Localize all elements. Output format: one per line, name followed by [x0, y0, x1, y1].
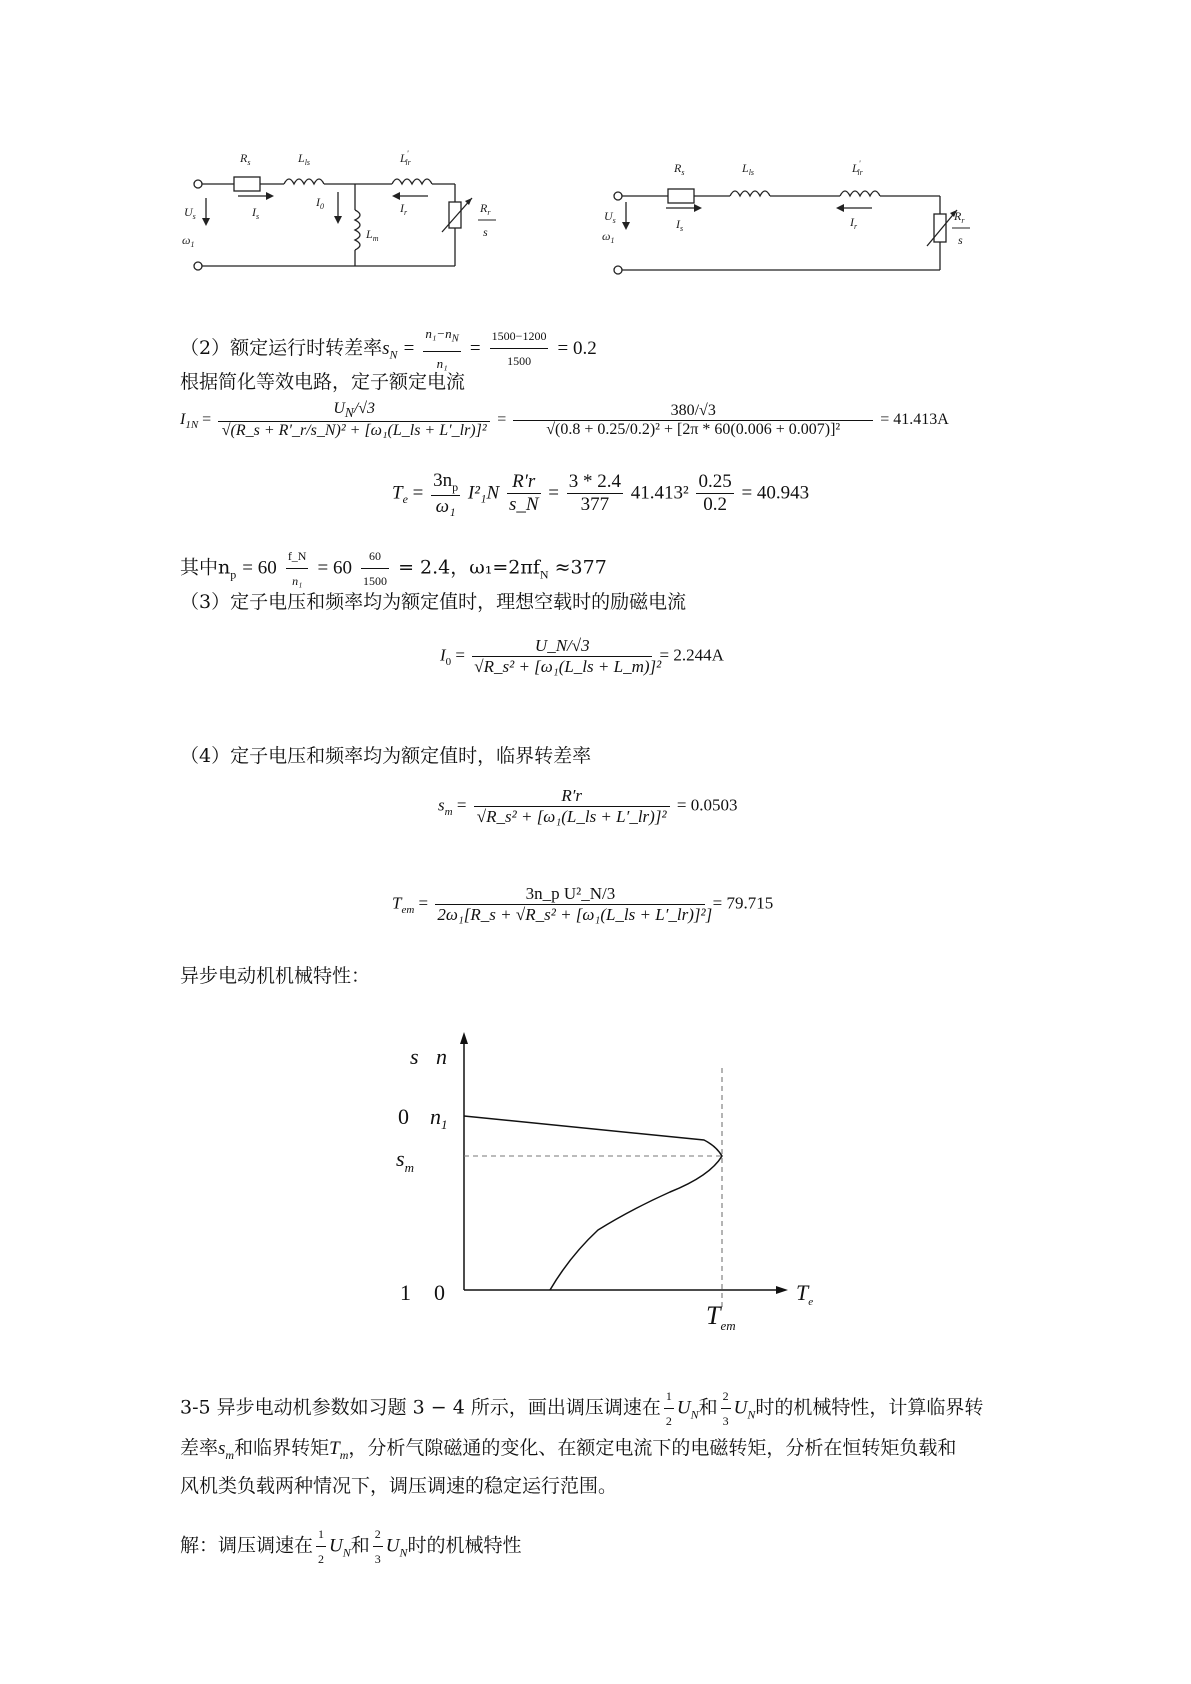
twothird-den: 3 [722, 1414, 729, 1428]
section2-intro: （2）额定运行时转差率 [180, 336, 383, 359]
label-omega: $\omega_1$ [182, 233, 195, 249]
np-f1-den: n₁ [292, 574, 303, 588]
I1N-den1: √(R_s + R′_r/s_N)² + [ω₁(L_ls + L′_lr)]² [221, 422, 487, 440]
sm-sub: m [444, 805, 453, 818]
label-n1: $n_1$ [430, 1104, 448, 1132]
Te-f1-num: 3n [433, 470, 453, 491]
label-us: $U_s$ [184, 205, 196, 221]
label-lls-right: $L_{ls}$ [742, 161, 755, 177]
frac-Tem [435, 884, 713, 925]
x-axis-arrow [776, 1286, 788, 1294]
torque-speed-curve [464, 1116, 722, 1290]
mechanical-characteristic-graph [390, 1020, 830, 1340]
frac-sN-numeric [490, 324, 549, 373]
Tem-symbol: T [392, 893, 402, 913]
Te-f4-den: 0.2 [703, 494, 727, 516]
sm-den: √R_s² + [ω₁(L_ls + L′_lr)]² [476, 807, 667, 826]
frac-I1N-numeric [513, 402, 873, 439]
label-i0: $I_0$ [316, 195, 324, 211]
frac1-den: n₁ [436, 355, 448, 371]
np-f1-num: f_N [286, 544, 309, 569]
label-is-right: $I_s$ [676, 217, 684, 233]
np-eq2: = 60 [317, 557, 352, 579]
label-llr-right: L' lr [852, 159, 863, 177]
Te-f1-num-sub: p [452, 479, 459, 494]
np-tail2: ≈377 [548, 556, 607, 579]
frac-np-2 [361, 544, 389, 593]
UN-3: U [329, 1535, 343, 1557]
label-lls: $L_{ls}$ [298, 151, 311, 167]
frac1-num-sub: N [451, 332, 459, 345]
label-s-right: s [958, 233, 963, 247]
p35-line2-mid: 和临界转矩 [234, 1437, 330, 1459]
frac-Te-1 [431, 470, 460, 518]
I1N-num1: U [333, 400, 345, 417]
label-us-right: $U_s$ [604, 209, 616, 225]
I1N-sub: 1N [185, 418, 199, 431]
sN-sub: N [389, 347, 398, 362]
Te-f2-num: R′r [507, 471, 541, 494]
p35-line1-post: 时的机械特性，计算临界转 [755, 1396, 984, 1419]
frac2-num: 1500−1200 [490, 324, 549, 349]
I1N-num1-sub: N [344, 405, 354, 421]
sN-result: = 0.2 [557, 337, 597, 359]
Te-mid2: 41.413² [630, 482, 689, 504]
Te-f1-den: ω₁ [435, 495, 456, 517]
frac-np-1 [286, 544, 309, 593]
label-rr: $R_r$ [480, 201, 491, 217]
problem-3-5-line3: 风机类负载两种情况下，调压调速的稳定运行范围。 [180, 1475, 618, 1497]
UN-4-sub: N [399, 1545, 408, 1560]
label-ir-right: $I_r$ [850, 215, 858, 231]
np-pre: 其中n [180, 556, 231, 579]
I0-result: = 2.244A [659, 645, 724, 665]
UN-1-sub: N [690, 1407, 699, 1422]
np-f2-num: 60 [361, 544, 389, 569]
p35-line1-pre: 3-5 异步电动机参数如习题 3 − 4 所示，画出调压调速在 [180, 1396, 661, 1419]
p35-sm: s [218, 1438, 226, 1459]
label-is: $I_s$ [252, 205, 260, 221]
half-den: 2 [665, 1414, 672, 1428]
frac-I0 [472, 636, 662, 677]
solution-line [180, 1522, 522, 1571]
I0-symbol: I [440, 645, 446, 665]
Tem-den: 2ω₁[R_s + √R_s² + [ω₁(L_ls + L′_lr)]²] [437, 905, 713, 924]
I0-sub: 0 [445, 655, 452, 668]
label-zero-s: 0 [398, 1104, 409, 1129]
frac-Te-3 [567, 471, 623, 516]
p35-Tm-sub: m [339, 1447, 349, 1462]
frac2-den: 1500 [507, 354, 532, 369]
I0-den: √R_s² + [ω₁(L_ls + L_m)]² [474, 657, 662, 676]
label-rr-right: $R_r$ [954, 209, 965, 225]
frac-Te-4 [696, 471, 733, 516]
twothird-num-sol: 2 [373, 1522, 383, 1547]
eq-I0: $I_0$ = $\frac{U\_N/√3}{\text{√R\_s² + [ω₁(L\_ls + L\_m)]²}}$ = 2.244A [440, 636, 724, 676]
np-tail-sub: N [539, 567, 549, 582]
section3-title: （3）定子电压和频率均为额定值时，理想空载时的励磁电流 [180, 591, 687, 613]
sm-symbol: s [438, 795, 445, 815]
label-lm: $L_m$ [366, 227, 379, 243]
UN-2: U [733, 1397, 748, 1419]
I1N-num2: 380/√3 [513, 402, 873, 421]
Te-sub: e [402, 492, 408, 507]
problem-3-5-line1 [180, 1384, 983, 1433]
Te-f3-num: 3 * 2.4 [568, 471, 621, 493]
half-num-sol: 1 [316, 1522, 326, 1547]
y-axis-arrow [460, 1032, 468, 1044]
circuit-diagram-right [600, 142, 980, 302]
label-origin: 0 [434, 1280, 445, 1305]
Tem-sub: em [401, 903, 415, 916]
I0-num: U_N/√3 [472, 636, 652, 657]
label-llr: L' lr [400, 149, 411, 167]
frac-twothird-sol [373, 1522, 383, 1571]
twothird-num: 2 [721, 1384, 731, 1409]
sm-num: R′r [474, 786, 670, 807]
section2-line: （2）额定运行时转差率$s_N$ = $\frac{n_1-n_N}{\text{n₁}}$ = $\frac{1500-1200}{1500}$ = 0.2 [180, 322, 597, 376]
label-Tem: $T_{em}$ [706, 1301, 736, 1333]
p35-Tm: T [329, 1438, 340, 1459]
UN-4: U [385, 1535, 400, 1557]
np-f2-den: 1500 [363, 574, 388, 588]
frac-half-sol [316, 1522, 326, 1571]
p35-sm-sub: m [225, 1447, 235, 1462]
circuit-diagram-left [180, 140, 560, 300]
label-ir: $I_r$ [400, 201, 408, 217]
p35-line2-post: ，分析气隙磁通的变化、在额定电流下的电磁转矩，分析在恒转矩负载和 [348, 1437, 957, 1459]
sol-post: 时的机械特性 [407, 1534, 522, 1557]
frac-twothird [721, 1384, 731, 1433]
half-den-sol: 2 [318, 1552, 325, 1566]
I1N-symbol: I [180, 410, 186, 428]
Te-f2-den: s_N [508, 494, 539, 516]
I1N-den2: √(0.8 + 0.25/0.2)² + [2π * 60(0.006 + 0.007)]² [546, 420, 841, 438]
p35-line1-mid: 和 [698, 1396, 718, 1419]
eq-sm: $s_m$ = $\frac{R'r}{\text{√R\_s² + [ω₁(L\_ls + L′\_lr)]²}}$ = 0.0503 [438, 786, 738, 826]
Te-f3-den: 377 [580, 494, 610, 516]
Tem-num: 3n_p U²_N/3 [435, 884, 705, 905]
p35-line2-pre: 差率 [180, 1437, 219, 1459]
frac-sN-symbolic [423, 322, 461, 376]
np-eq: = 60 [242, 557, 277, 579]
line-mech-characteristic: 异步电动机机械特性： [180, 965, 371, 987]
eq-Tem: $T_{em}$ = $\frac{\text{3n\_p U²\_N/3}}{\text{2ω₁[R\_s + √R\_s² + [ω₁(L\_ls + L′\_lr)]²]}}$ = 79.715 [392, 884, 774, 924]
eq-Te: $T_e$ = $\frac{3n_p}{\text{ω₁}}$ I²₁N $\frac{R'r}{s\_N}$ = $\frac{3 * 2.4}{377}$ 41.413² $\frac{0.25}{0.2}$ = 40.943 [392, 470, 810, 517]
section4-title: （4）定子电压和频率均为额定值时，临界转差率 [180, 745, 592, 767]
Te-symbol: T [392, 482, 403, 504]
frac-I1N-symbolic [218, 400, 490, 440]
frac-half [664, 1384, 674, 1433]
I1N-num1-tail: /√3 [353, 400, 376, 417]
np-pre-sub: p [230, 567, 237, 582]
Tem-result: = 79.715 [712, 893, 774, 913]
line-np [180, 544, 607, 593]
line-simplified-circuit: 根据简化等效电路，定子额定电流 [180, 371, 466, 393]
UN-3-sub: N [342, 1545, 351, 1560]
sol-pre: 解：调压调速在 [180, 1534, 314, 1557]
Te-f4-num: 0.25 [698, 471, 732, 493]
half-num: 1 [664, 1384, 674, 1409]
label-omega-right: $\omega_1$ [602, 229, 615, 245]
label-one: 1 [400, 1280, 411, 1305]
sm-result: = 0.0503 [676, 795, 738, 815]
label-sm: $s_m$ [396, 1146, 414, 1175]
frac1-num: n₁−n [425, 326, 452, 341]
label-s: s [483, 225, 488, 239]
UN-1: U [676, 1397, 691, 1419]
sN-symbol: s [382, 337, 390, 359]
twothird-den-sol: 3 [374, 1552, 381, 1566]
frac-sm [474, 786, 670, 827]
sol-mid: 和 [350, 1534, 370, 1557]
I1N-result: = 41.413A [880, 410, 949, 428]
eq-I1N: $I_{1N}$ = $\frac{U_N/√3}{\text{√(R\_s + R′\_r/s\_N)² + [ω₁(L\_ls + L′\_lr)]²}}$ = $\frac{380/√3}{\text{√(0.8 + 0.25/0.2)² + [2π * 60(0.006 + 0.007)]²}}$ = 41.413A [180, 400, 949, 440]
label-Te: $T_e$ [796, 1280, 814, 1308]
np-tail: = 2.4，ω₁=2πf [398, 556, 540, 579]
axis-label-n: n [436, 1044, 447, 1069]
label-rs-right: $R_s$ [674, 161, 685, 177]
Te-mid: I²₁N [467, 482, 500, 504]
frac-Te-2 [507, 471, 541, 516]
problem-3-5-line2 [180, 1436, 956, 1467]
label-rs: $R_s$ [240, 151, 251, 167]
UN-2-sub: N [747, 1407, 756, 1422]
axis-label-s: s [410, 1044, 419, 1069]
Te-result: = 40.943 [741, 482, 810, 504]
